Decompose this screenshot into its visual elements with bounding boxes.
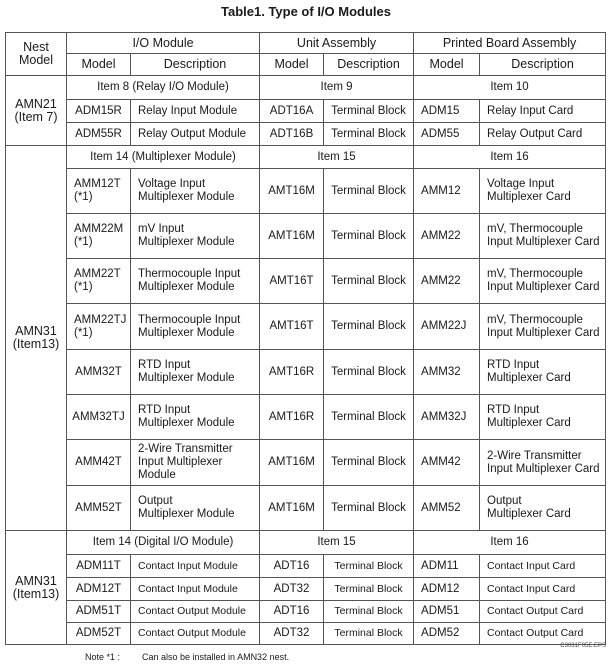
header-io-module: I/O Module [67,33,260,54]
pba-model-cell: ADM12 [414,578,480,601]
header-printed-board-assembly: Printed Board Assembly [414,33,606,54]
io-description-cell: Thermocouple Input Multiplexer Module [131,304,260,350]
io-model-cell: AMM32TJ [67,395,131,440]
pba-description-cell: Contact Output Card [480,601,606,623]
io-model-cell: AMM22M (*1) [67,214,131,259]
header-io-model: Model [67,54,131,76]
pba-model-cell: ADM51 [414,601,480,623]
item-printed-board: Item 16 [414,146,606,169]
header-unit-description: Description [324,54,414,76]
unit-model-cell: ADT16A [260,100,324,123]
unit-model-cell: ADT16 [260,555,324,578]
pba-description-cell: RTD Input Multiplexer Card [480,395,606,440]
item-io-module: Item 14 (Digital I/O Module) [67,531,260,555]
io-model-cell: ADM52T [67,623,131,645]
unit-model-cell: ADT32 [260,623,324,645]
unit-description-cell: Terminal Block [324,601,414,623]
pba-model-cell: AMM42 [414,440,480,486]
unit-description-cell: Terminal Block [324,304,414,350]
io-model-cell: ADM55R [67,123,131,146]
item-row [6,531,606,555]
unit-description-cell: Terminal Block [324,169,414,214]
io-description-cell: Output Multiplexer Module [131,486,260,531]
pba-model-cell: AMM22J [414,304,480,350]
io-description-cell: Thermocouple Input Multiplexer Module [131,259,260,304]
nest-model-cell: AMN21 (Item 7) [6,76,67,146]
pba-model-cell: AMM32J [414,395,480,440]
header-unit-assembly: Unit Assembly [260,33,414,54]
io-modules-table [5,32,606,645]
unit-model-cell: AMT16M [260,214,324,259]
item-unit-assembly: Item 9 [260,76,414,100]
unit-model-cell: AMT16T [260,304,324,350]
pba-model-cell: ADM15 [414,100,480,123]
io-description-cell: RTD Input Multiplexer Module [131,350,260,395]
pba-description-cell: 2-Wire Transmitter Input Multiplexer Card [480,440,606,486]
unit-model-cell: AMT16M [260,169,324,214]
pba-description-cell: Contact Input Card [480,555,606,578]
pba-description-cell: Voltage Input Multiplexer Card [480,169,606,214]
item-io-module: Item 8 (Relay I/O Module) [67,76,260,100]
io-description-cell: Contact Output Module [131,623,260,645]
pba-model-cell: AMM12 [414,169,480,214]
io-model-cell: AMM32T [67,350,131,395]
pba-description-cell: RTD Input Multiplexer Card [480,350,606,395]
unit-model-cell: AMT16R [260,395,324,440]
io-description-cell: Contact Output Module [131,601,260,623]
pba-model-cell: AMM22 [414,214,480,259]
footnote [85,652,289,662]
unit-description-cell: Terminal Block [324,486,414,531]
io-model-cell: AMM22T (*1) [67,259,131,304]
table-title: Table1. Type of I/O Modules [221,4,391,19]
footnote-text: Can also be installed in AMN32 nest. [142,652,290,662]
table-row [6,304,606,350]
item-printed-board: Item 10 [414,76,606,100]
pba-description-cell: Contact Output Card [480,623,606,645]
pba-model-cell: ADM11 [414,555,480,578]
table-row [6,601,606,623]
table-row [6,395,606,440]
io-description-cell: Relay Input Module [131,100,260,123]
pba-model-cell: ADM52 [414,623,480,645]
table-row [6,578,606,601]
pba-description-cell: mV, Thermocouple Input Multiplexer Card [480,214,606,259]
io-description-cell: Contact Input Module [131,555,260,578]
unit-description-cell: Terminal Block [324,214,414,259]
header-unit-model: Model [260,54,324,76]
item-row [6,76,606,100]
item-io-module: Item 14 (Multiplexer Module) [67,146,260,169]
pba-model-cell: ADM55 [414,123,480,146]
unit-model-cell: ADT16 [260,601,324,623]
pba-model-cell: AMM32 [414,350,480,395]
unit-description-cell: Terminal Block [324,350,414,395]
item-unit-assembly: Item 15 [260,531,414,555]
table-row [6,259,606,304]
nest-model-cell: AMN31 (Item13) [6,531,67,645]
io-model-cell: AMM22TJ (*1) [67,304,131,350]
io-model-cell: ADM11T [67,555,131,578]
table-row [6,486,606,531]
io-model-cell: AMM42T [67,440,131,486]
figure-id: C3031F05E.EPS [560,643,606,649]
unit-model-cell: AMT16M [260,486,324,531]
unit-description-cell: Terminal Block [324,440,414,486]
io-model-cell: AMM52T [67,486,131,531]
pba-description-cell: mV, Thermocouple Input Multiplexer Card [480,259,606,304]
item-printed-board: Item 16 [414,531,606,555]
io-description-cell: Voltage Input Multiplexer Module [131,169,260,214]
io-description-cell: mV Input Multiplexer Module [131,214,260,259]
footnote-label: Note *1 : [85,652,121,662]
pba-model-cell: AMM52 [414,486,480,531]
io-model-cell: ADM12T [67,578,131,601]
nest-model-cell: AMN31 (Item13) [6,146,67,531]
io-model-cell: ADM15R [67,100,131,123]
unit-description-cell: Terminal Block [324,578,414,601]
pba-description-cell: Output Multiplexer Card [480,486,606,531]
table-row [6,169,606,214]
io-description-cell: RTD Input Multiplexer Module [131,395,260,440]
header-io-description: Description [131,54,260,76]
pba-description-cell: Relay Input Card [480,100,606,123]
table-row [6,100,606,123]
unit-model-cell: AMT16T [260,259,324,304]
header-pba-description: Description [480,54,606,76]
header-pba-model: Model [414,54,480,76]
table-row [6,440,606,486]
unit-description-cell: Terminal Block [324,623,414,645]
unit-model-cell: AMT16M [260,440,324,486]
unit-description-cell: Terminal Block [324,555,414,578]
unit-description-cell: Terminal Block [324,123,414,146]
table-row [6,623,606,645]
io-model-cell: AMM12T (*1) [67,169,131,214]
table-row [6,123,606,146]
io-model-cell: ADM51T [67,601,131,623]
io-description-cell: Relay Output Module [131,123,260,146]
table-row [6,350,606,395]
item-unit-assembly: Item 15 [260,146,414,169]
unit-model-cell: AMT16R [260,350,324,395]
pba-description-cell: Contact Input Card [480,578,606,601]
header-nest-model: Nest Model [6,33,67,76]
io-description-cell: Contact Input Module [131,578,260,601]
unit-description-cell: Terminal Block [324,100,414,123]
unit-description-cell: Terminal Block [324,395,414,440]
item-row [6,146,606,169]
pba-model-cell: AMM22 [414,259,480,304]
table-row [6,555,606,578]
unit-model-cell: ADT16B [260,123,324,146]
io-description-cell: 2-Wire Transmitter Input Multiplexer Module [131,440,260,486]
unit-description-cell: Terminal Block [324,259,414,304]
pba-description-cell: Relay Output Card [480,123,606,146]
unit-model-cell: ADT32 [260,578,324,601]
pba-description-cell: mV, Thermocouple Input Multiplexer Card [480,304,606,350]
table-row [6,214,606,259]
